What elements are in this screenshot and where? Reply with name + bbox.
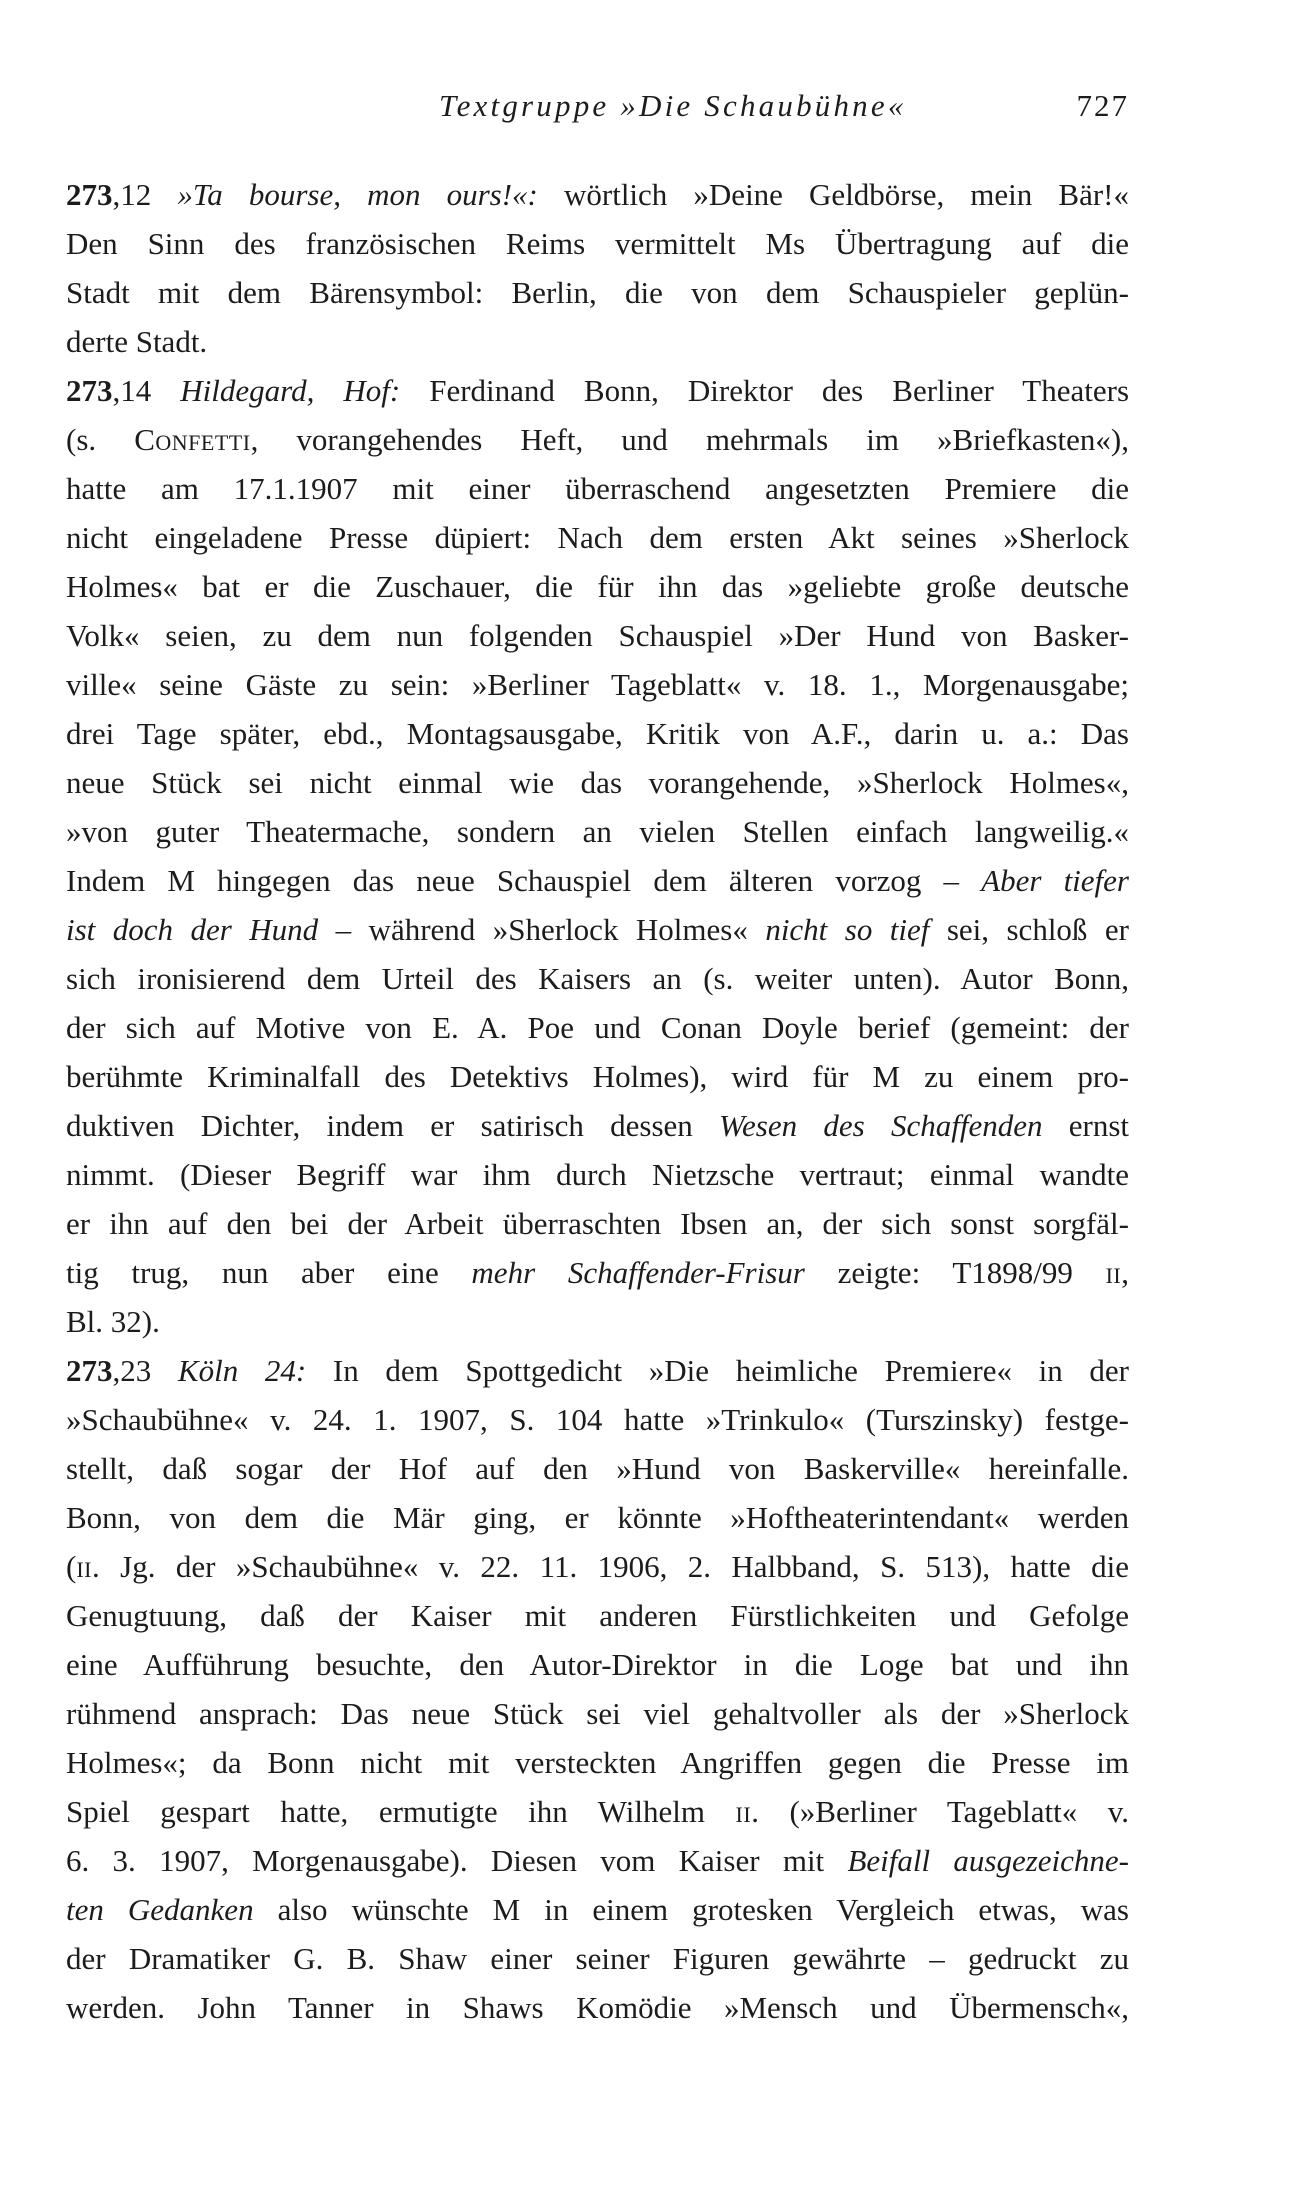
text-line <box>66 1787 1129 1836</box>
text-run: Ferdinand Bonn, Direktor des Berliner Theaters <box>400 373 1129 408</box>
text-line <box>66 1885 1129 1934</box>
text-line <box>66 1934 1129 1983</box>
text-line <box>66 1983 1129 2032</box>
page-reference: 273 <box>66 1353 113 1388</box>
text-run: der Dramatiker G. B. Shaw einer seiner Figuren gewährte – gedruckt zu <box>66 1941 1129 1976</box>
commentary-body <box>66 170 1129 2032</box>
text-run: , <box>1121 1255 1129 1290</box>
text-run: drei Tage später, ebd., Montagsausgabe, Kritik von A.F., darin u. a.: Das <box>66 716 1129 751</box>
text-run: 6. 3. 1907, Morgenausgabe). Diesen vom Kaiser mit <box>66 1843 848 1878</box>
small-caps-text: ii <box>1105 1255 1122 1290</box>
text-run: Holmes«; da Bonn nicht mit versteckten Angriffen gegen die Presse im <box>66 1745 1129 1780</box>
text-run: nicht eingeladene Presse düpiert: Nach dem ersten Akt seines »Sherlock <box>66 520 1129 555</box>
text-run: der sich auf Motive von E. A. Poe und Conan Doyle berief (gemeint: der <box>66 1010 1129 1045</box>
text-run: Volk« seien, zu dem nun folgenden Schauspiel »Der Hund von Basker- <box>66 618 1129 653</box>
text-run: ,23 <box>112 1353 178 1388</box>
text-run: nimmt. (Dieser Begriff war ihm durch Nietzsche vertraut; einmal wandte <box>66 1157 1129 1192</box>
running-header <box>439 88 1129 128</box>
text-line <box>66 1297 1129 1346</box>
text-run: Indem M hingegen das neue Schauspiel dem älteren vorzog – <box>66 863 982 898</box>
text-run: derte Stadt. <box>66 324 208 359</box>
text-run: zeigte: T1898/99 <box>804 1255 1106 1290</box>
text-run: neue Stück sei nicht einmal wie das vorangehende, »Sherlock Holmes«, <box>66 765 1129 800</box>
text-run: berühmte Kriminalfall des Detektivs Holmes), wird für M zu einem pro- <box>66 1059 1129 1094</box>
text-run: Spiel gespart hatte, ermutigte ihn Wilhelm <box>66 1794 736 1829</box>
text-line <box>66 1346 1129 1395</box>
text-line <box>66 1248 1129 1297</box>
text-run: . Jg. der »Schaubühne« v. 22. 11. 1906, 2. Halbband, S. 513), hatte die <box>91 1549 1129 1584</box>
italic-lemma: Beifall ausgezeichne- <box>847 1843 1129 1878</box>
small-caps-text: Confetti <box>134 422 251 457</box>
small-caps-text: ii <box>735 1794 752 1829</box>
text-line <box>66 1591 1129 1640</box>
text-run: Stadt mit dem Bärensymbol: Berlin, die von dem Schauspieler geplün- <box>66 275 1129 310</box>
text-run: , vorangehendes Heft, und mehrmals im »Briefkasten«), <box>250 422 1129 457</box>
text-line <box>66 219 1129 268</box>
small-caps-text: ii <box>76 1549 92 1584</box>
text-run: Holmes« bat er die Zuschauer, die für ihn das »geliebte große deutsche <box>66 569 1129 604</box>
text-line <box>66 1199 1129 1248</box>
text-line <box>66 562 1129 611</box>
italic-lemma: mehr Schaffender-Frisur <box>471 1255 805 1290</box>
page-reference: 273 <box>66 177 113 212</box>
text-run: In dem Spottgedicht »Die heimliche Premiere« in der <box>306 1353 1129 1388</box>
text-line <box>66 464 1129 513</box>
text-run: »von guter Theatermache, sondern an vielen Stellen einfach langweilig.« <box>66 814 1129 849</box>
italic-lemma: ten Gedanken <box>66 1892 254 1927</box>
commentary-entry <box>66 170 1129 366</box>
text-run: er ihn auf den bei der Arbeit überraschten Ibsen an, der sich sonst sorgfäl- <box>66 1206 1129 1241</box>
text-run: also wünschte M in einem grotesken Vergleich etwas, was <box>253 1892 1129 1927</box>
text-run: sei, schloß er <box>929 912 1129 947</box>
italic-lemma: nicht so tief <box>765 912 930 947</box>
text-line <box>66 513 1129 562</box>
text-run: sich ironisierend dem Urteil des Kaisers an (s. weiter unten). Autor Bonn, <box>66 961 1129 996</box>
text-run: Genugtuung, daß der Kaiser mit anderen Fürstlichkeiten und Gefolge <box>66 1598 1129 1633</box>
text-run: ,12 <box>112 177 178 212</box>
text-line <box>66 1836 1129 1885</box>
text-run: ville« seine Gäste zu sein: »Berliner Tageblatt« v. 18. 1., Morgenausgabe; <box>66 667 1129 702</box>
italic-lemma: Hildegard, Hof: <box>180 373 401 408</box>
text-line <box>66 1101 1129 1150</box>
text-line <box>66 1689 1129 1738</box>
text-line <box>66 905 1129 954</box>
text-line <box>66 170 1129 219</box>
text-run: – während »Sherlock Holmes« <box>318 912 766 947</box>
text-run: (s. <box>66 422 135 457</box>
text-run: werden. John Tanner in Shaws Komödie »Mensch und Übermensch«, <box>66 1990 1129 2025</box>
text-run: duktiven Dichter, indem er satirisch dessen <box>66 1108 720 1143</box>
text-line <box>66 856 1129 905</box>
text-line <box>66 415 1129 464</box>
text-line <box>66 807 1129 856</box>
text-line <box>66 1003 1129 1052</box>
text-line <box>66 611 1129 660</box>
text-line <box>66 1150 1129 1199</box>
commentary-entry <box>66 1346 1129 2032</box>
text-run: ( <box>66 1549 77 1584</box>
italic-lemma: ist doch der Hund <box>66 912 319 947</box>
text-line <box>66 366 1129 415</box>
italic-lemma: Köln 24: <box>177 1353 307 1388</box>
text-run: »Schaubühne« v. 24. 1. 1907, S. 104 hatte »Trinkulo« (Turszinsky) festge- <box>66 1402 1129 1437</box>
italic-lemma: Aber tiefer <box>981 863 1129 898</box>
text-line <box>66 1738 1129 1787</box>
italic-lemma: Wesen des Schaffenden <box>719 1108 1043 1143</box>
text-run: eine Aufführung besuchte, den Autor-Direktor in die Loge bat und ihn <box>66 1647 1129 1682</box>
text-run: stellt, daß sogar der Hof auf den »Hund von Baskerville« hereinfalle. <box>66 1451 1129 1486</box>
page-number: 727 <box>1076 88 1129 123</box>
text-run: Bonn, von dem die Mär ging, er könnte »Hoftheaterintendant« werden <box>66 1500 1129 1535</box>
running-title: Textgruppe »Die Schaubühne« <box>439 88 907 123</box>
text-run: hatte am 17.1.1907 mit einer überraschend angesetzten Premiere die <box>66 471 1129 506</box>
text-run: ,14 <box>112 373 181 408</box>
text-run: wörtlich »Deine Geldbörse, mein Bär!« <box>537 177 1129 212</box>
text-line <box>66 1542 1129 1591</box>
text-run: . (»Berliner Tageblatt« v. <box>751 1794 1129 1829</box>
text-run: ernst <box>1042 1108 1129 1143</box>
text-line <box>66 1640 1129 1689</box>
text-line <box>66 317 1129 366</box>
text-run: rühmend ansprach: Das neue Stück sei viel gehaltvoller als der »Sherlock <box>66 1696 1129 1731</box>
commentary-entry <box>66 366 1129 1346</box>
text-line <box>66 268 1129 317</box>
text-line <box>66 758 1129 807</box>
text-line <box>66 1493 1129 1542</box>
italic-lemma: »Ta bourse, mon ours!«: <box>177 177 538 212</box>
text-line <box>66 1052 1129 1101</box>
text-line <box>66 954 1129 1003</box>
text-line <box>66 709 1129 758</box>
text-run: Bl. 32). <box>66 1304 160 1339</box>
text-line <box>66 1444 1129 1493</box>
text-run: tig trug, nun aber eine <box>66 1255 472 1290</box>
text-line <box>66 660 1129 709</box>
text-run: Den Sinn des französischen Reims vermittelt Ms Übertragung auf die <box>66 226 1129 261</box>
page-reference: 273 <box>66 373 113 408</box>
text-line <box>66 1395 1129 1444</box>
